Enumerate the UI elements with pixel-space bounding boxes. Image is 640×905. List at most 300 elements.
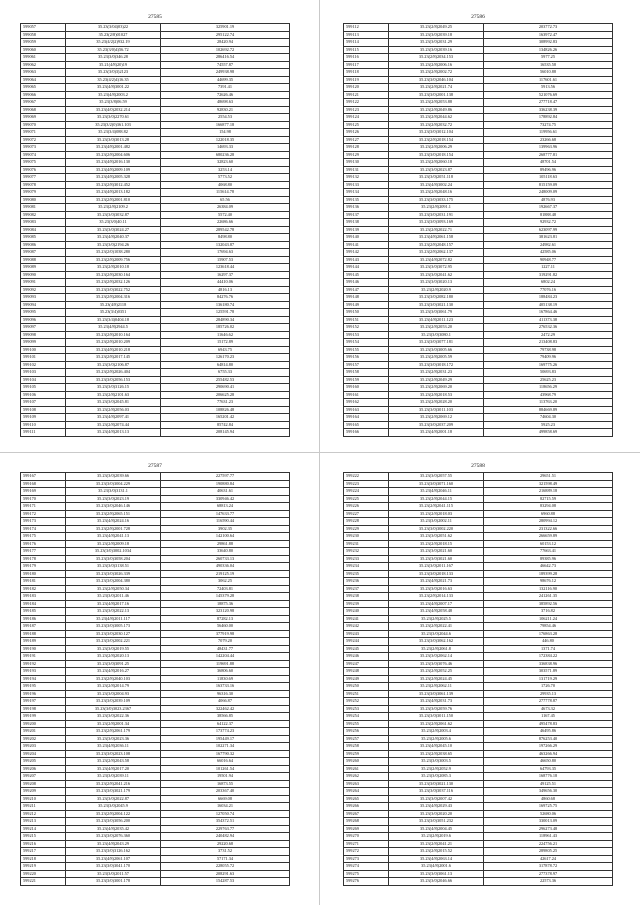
amount-cell: 14693.33	[161, 144, 290, 152]
record-id-cell: 599268	[344, 818, 389, 826]
record-id-cell: 599081	[21, 204, 66, 212]
reference-code-cell: 35.23(3/0)3138.51	[66, 563, 161, 571]
reference-code-cell: 35.23(3/8)06.59	[66, 99, 161, 107]
table-row	[21, 301, 290, 309]
amount-cell: 249938.98	[161, 69, 290, 77]
reference-code-cell: 35.23(4/0)2032.214	[66, 106, 161, 114]
record-id-cell: 599212	[21, 810, 66, 818]
table-row	[21, 129, 290, 137]
table-row	[21, 136, 290, 144]
table-row	[21, 758, 290, 766]
amount-cell: 19501.94	[161, 773, 290, 781]
table-row	[21, 743, 290, 751]
amount-cell: 77663.41	[484, 548, 613, 556]
amount-cell: 28420.94	[161, 39, 290, 47]
amount-cell: 169775.26	[484, 361, 613, 369]
table-row	[21, 870, 290, 878]
record-id-cell: 599136	[344, 204, 389, 212]
record-id-cell: 599127	[344, 136, 389, 144]
table-row	[21, 585, 290, 593]
reference-code-cell: 35.23(3/0)3126.15	[66, 384, 161, 392]
record-id-cell: 599201	[21, 728, 66, 736]
record-id-cell: 599249	[344, 675, 389, 683]
record-id-cell: 599192	[21, 660, 66, 668]
record-id-cell: 599173	[21, 518, 66, 526]
amount-cell: 2554.53	[161, 114, 290, 122]
table-row	[344, 510, 613, 518]
ledger-table	[343, 472, 613, 886]
reference-code-cell: 35.23(4/8)2011.123	[389, 316, 484, 324]
record-id-cell: 599122	[344, 99, 389, 107]
table-row	[344, 540, 613, 548]
amount-cell: 336238.39	[484, 106, 613, 114]
table-row	[344, 301, 613, 309]
table-row	[21, 391, 290, 399]
ledger-body	[344, 24, 613, 437]
amount-cell: 5572.40	[161, 211, 290, 219]
amount-cell: 3062.25	[161, 578, 290, 586]
amount-cell: 119956.61	[484, 129, 613, 137]
table-row	[344, 114, 613, 122]
table-row	[21, 818, 290, 826]
record-id-cell: 599061	[21, 54, 66, 62]
reference-code-cell: 35.23(2/8)3012.452	[66, 181, 161, 189]
amount-cell: 83294.08	[484, 503, 613, 511]
reference-code-cell: 35.23(4/8)2061.158	[389, 234, 484, 242]
record-id-cell: 599114	[344, 39, 389, 47]
record-id-cell: 599272	[344, 848, 389, 856]
reference-code-cell: 35.23(2/8)2050.34	[66, 585, 161, 593]
amount-cell: 147633.77	[161, 510, 290, 518]
amount-cell: 3902.35	[161, 525, 290, 533]
reference-code-cell: 35.23(2/8)2048.157	[389, 241, 484, 249]
record-id-cell: 599200	[21, 720, 66, 728]
reference-code-cell: 35.23(2/8)2026.404	[66, 369, 161, 377]
amount-cell: 142204.44	[161, 653, 290, 661]
amount-cell: 231322.66	[484, 525, 613, 533]
amount-cell: 349656.30	[484, 788, 613, 796]
amount-cell: 290690.41	[161, 384, 290, 392]
reference-code-cell: 35.23(3/0)3013.28	[66, 136, 161, 144]
reference-code-cell: 35.23(3/0)2044.6	[389, 630, 484, 638]
reference-code-cell: 35.23(2/8)2005.59	[389, 354, 484, 362]
reference-code-cell: 35.23(2/8)2014.133	[389, 593, 484, 601]
record-id-cell: 599147	[344, 286, 389, 294]
amount-cell: 405138.19	[484, 301, 613, 309]
reference-code-cell: 35.23(3/0)2022.36	[66, 713, 161, 721]
reference-code-cell: 35.23(3/0)2039.11	[66, 773, 161, 781]
record-id-cell: 599178	[21, 555, 66, 563]
reference-code-cell: 35.23(3/0)2046.104	[389, 76, 484, 84]
amount-cell: 317878.72	[484, 863, 613, 871]
amount-cell: 163733.16	[161, 683, 290, 691]
reference-code-cell: 35.23(3/0)2039.16	[389, 46, 484, 54]
table-row	[344, 69, 613, 77]
record-id-cell: 599078	[21, 181, 66, 189]
table-row	[21, 548, 290, 556]
amount-cell: 167790.32	[161, 750, 290, 758]
reference-code-cell: 35.23(2/8)2062.11	[389, 683, 484, 691]
table-row	[344, 76, 613, 84]
record-id-cell: 599247	[344, 660, 389, 668]
table-row	[21, 399, 290, 407]
record-id-cell: 599255	[344, 720, 389, 728]
table-row	[21, 623, 290, 631]
record-id-cell: 599105	[21, 384, 66, 392]
record-id-cell: 599062	[21, 61, 66, 69]
amount-cell: 142100.64	[161, 533, 290, 541]
table-row	[21, 720, 290, 728]
record-id-cell: 599149	[344, 301, 389, 309]
amount-cell: 43968.79	[484, 391, 613, 399]
record-id-cell: 599179	[21, 563, 66, 571]
amount-cell: 115614.78	[161, 189, 290, 197]
amount-cell: 381623.81	[484, 234, 613, 242]
table-row	[21, 863, 290, 871]
amount-cell: 79854.46	[484, 623, 613, 631]
reference-code-cell: 35.23(2/8)2062.137	[389, 249, 484, 257]
reference-code-cell: 35.23(2/8)2028.20	[389, 399, 484, 407]
amount-cell: 8498.80	[161, 234, 290, 242]
record-id-cell: 599091	[21, 279, 66, 287]
amount-cell: 411373.38	[484, 316, 613, 324]
table-row	[21, 525, 290, 533]
amount-cell: 85742.84	[161, 421, 290, 429]
record-id-cell: 599123	[344, 106, 389, 114]
reference-code-cell: 35.23(3/0)4)56.72	[66, 46, 161, 54]
reference-code-cell: 35.23(4/8)2063.14	[389, 855, 484, 863]
reference-code-cell: 35.23(2/8)2061.8	[389, 645, 484, 653]
record-id-cell: 599209	[21, 788, 66, 796]
amount-cell: 227597.77	[161, 473, 290, 481]
table-row	[344, 473, 613, 481]
table-row	[344, 361, 613, 369]
table-row	[21, 369, 290, 377]
record-id-cell: 599168	[21, 480, 66, 488]
reference-code-cell: 35.23(2/8)2022.71	[389, 226, 484, 234]
amount-cell: 64814.80	[161, 361, 290, 369]
reference-code-cell: 35.23(2/8)2018.03	[389, 510, 484, 518]
record-id-cell: 599222	[344, 473, 389, 481]
reference-code-cell: 35.23(4/8)2046.11	[389, 488, 484, 496]
amount-cell: 29861.88	[161, 540, 290, 548]
table-row	[344, 765, 613, 773]
reference-code-cell: 35.23(2/8)2032.72	[389, 121, 484, 129]
amount-cell: 134826.26	[484, 46, 613, 54]
amount-cell: 266659.89	[484, 533, 613, 541]
table-row	[344, 144, 613, 152]
reference-code-cell: 35.23(2/8)2001.728	[66, 525, 161, 533]
record-id-cell: 599214	[21, 825, 66, 833]
amount-cell: 178892.84	[484, 114, 613, 122]
record-id-cell: 599261	[344, 765, 389, 773]
record-id-cell: 599240	[344, 608, 389, 616]
amount-cell: 29935.13	[484, 690, 613, 698]
reference-code-cell: 35.23(3/0)3061.13	[389, 870, 484, 878]
amount-cell: 68813.24	[161, 503, 290, 511]
reference-code-cell: 35.23(2/0)1038.280	[66, 249, 161, 257]
table-row	[344, 346, 613, 354]
ledger-body	[344, 473, 613, 886]
amount-cell: 208145.94	[161, 429, 290, 437]
table-row	[21, 735, 290, 743]
record-id-cell: 599213	[21, 818, 66, 826]
record-id-cell: 599237	[344, 585, 389, 593]
reference-code-cell: 35.23(3/4)0404.18	[66, 316, 161, 324]
record-id-cell: 599150	[344, 309, 389, 317]
amount-cell: 173774.23	[161, 728, 290, 736]
record-id-cell: 599163	[344, 406, 389, 414]
amount-cell: 33640.80	[161, 548, 290, 556]
table-row	[21, 855, 290, 863]
table-row	[344, 106, 613, 114]
table-row	[344, 219, 613, 227]
table-row	[21, 144, 290, 152]
record-id-cell: 599057	[21, 24, 66, 32]
page-top-right	[343, 14, 613, 437]
table-row	[344, 555, 613, 563]
reference-code-cell: 35.23(3/0)2045.81	[66, 399, 161, 407]
amount-cell: 42617.24	[484, 855, 613, 863]
amount-cell: 77076.16	[484, 286, 613, 294]
reference-code-cell: 35.23(2/8)2065.151	[66, 510, 161, 518]
table-row	[344, 159, 613, 167]
reference-code-cell: 35.23(2/8)2048.16	[389, 189, 484, 197]
amount-cell: 4876.93	[484, 196, 613, 204]
record-id-cell: 599128	[344, 144, 389, 152]
amount-cell: 268777.81	[484, 151, 613, 159]
record-id-cell: 599220	[21, 870, 66, 878]
table-row	[21, 234, 290, 242]
reference-code-cell: 35.23(4/8)2043.29	[66, 840, 161, 848]
table-row	[344, 593, 613, 601]
record-id-cell: 599257	[344, 735, 389, 743]
table-row	[344, 833, 613, 841]
record-id-cell: 599164	[344, 414, 389, 422]
record-id-cell: 599208	[21, 780, 66, 788]
amount-cell: 11830.69	[161, 675, 290, 683]
reference-code-cell: 35.23(3/0)3005.66	[389, 346, 484, 354]
amount-cell: 79409.96	[484, 354, 613, 362]
table-row	[344, 54, 613, 62]
record-id-cell: 599271	[344, 840, 389, 848]
record-id-cell: 599203	[21, 743, 66, 751]
table-row	[344, 414, 613, 422]
record-id-cell: 599243	[344, 630, 389, 638]
table-row	[344, 495, 613, 503]
reference-code-cell: 35.23(3/0)2030.127	[66, 630, 161, 638]
reference-code-cell: 35.23(2/8)2074.44	[66, 421, 161, 429]
amount-cell: 1726.70	[484, 683, 613, 691]
reference-code-cell: 35.23(3/0)3080.1	[389, 331, 484, 339]
amount-cell: 197266.29	[484, 743, 613, 751]
amount-cell: 303571.89	[484, 668, 613, 676]
amount-cell: 185726.02	[161, 324, 290, 332]
table-row	[344, 518, 613, 526]
record-id-cell: 599269	[344, 825, 389, 833]
table-row	[344, 668, 613, 676]
amount-cell: 23266.68	[484, 136, 613, 144]
record-id-cell: 599264	[344, 788, 389, 796]
record-id-cell: 599248	[344, 668, 389, 676]
reference-code-cell: 35.23(3/0)3004.229	[66, 480, 161, 488]
record-id-cell: 599217	[21, 848, 66, 856]
table-row	[21, 503, 290, 511]
amount-cell: 168776.18	[484, 773, 613, 781]
record-id-cell: 599102	[21, 361, 66, 369]
reference-code-cell: 35.23(4/8)2001.18	[389, 429, 484, 437]
reference-code-cell: 35.23(3/0)3020.13	[389, 279, 484, 287]
amount-cell: 1167.45	[484, 713, 613, 721]
table-row	[21, 339, 290, 347]
reference-code-cell: 35.23(2/8)2010.209	[66, 339, 161, 347]
table-row	[21, 833, 290, 841]
reference-code-cell: 35.23(3/0)3005.173	[66, 623, 161, 631]
table-row	[344, 316, 613, 324]
table-row	[21, 788, 290, 796]
reference-code-cell: 35.23(4/8)2005.328	[66, 174, 161, 182]
table-row	[21, 615, 290, 623]
amount-cell: 3716.82	[484, 608, 613, 616]
reference-code-cell: 35.23(2/8)2025.5	[389, 615, 484, 623]
reference-code-cell: 35.23(4/8)2035.42	[66, 825, 161, 833]
amount-cell: 48698.63	[161, 99, 290, 107]
record-id-cell: 599134	[344, 189, 389, 197]
amount-cell: 213408.83	[484, 339, 613, 347]
reference-code-cell: 35.23(3/0)3041.170	[66, 863, 161, 871]
reference-code-cell: 35.23(2/8)2049.29	[389, 376, 484, 384]
table-row	[21, 189, 290, 197]
table-row	[21, 91, 290, 99]
record-id-cell: 599090	[21, 271, 66, 279]
table-row	[21, 653, 290, 661]
page-top-left	[20, 14, 290, 437]
amount-cell: 125591.78	[161, 309, 290, 317]
amount-cell: 6802.24	[484, 279, 613, 287]
reference-code-cell: 35.23(2/8)2049.86	[389, 106, 484, 114]
reference-code-cell: 35.23(3/0)3)2123	[66, 69, 161, 77]
reference-code-cell: 35.23(4/8)2944.5	[66, 324, 161, 332]
reference-code-cell: 35.23(2/8)2018.53	[389, 391, 484, 399]
table-row	[344, 211, 613, 219]
reference-code-cell: 35.23(2/8)2010.164	[66, 331, 161, 339]
record-id-cell: 599131	[344, 166, 389, 174]
record-id-cell: 599229	[344, 525, 389, 533]
amount-cell: 57171.34	[161, 855, 290, 863]
amount-cell: 521076.69	[484, 91, 613, 99]
amount-cell: 16535.58	[484, 61, 613, 69]
reference-code-cell: 35.23(4/8)2029.43	[389, 803, 484, 811]
table-row	[21, 578, 290, 586]
reference-code-cell: 35.23(3/0)2039.66	[66, 473, 161, 481]
table-row	[21, 256, 290, 264]
record-id-cell: 599232	[344, 548, 389, 556]
table-row	[21, 46, 290, 54]
record-id-cell: 599129	[344, 151, 389, 159]
record-id-cell: 599145	[344, 271, 389, 279]
ledger-body	[21, 24, 290, 437]
table-row	[344, 675, 613, 683]
amount-cell: 176863.28	[484, 630, 613, 638]
record-id-cell: 599258	[344, 743, 389, 751]
reference-code-cell: 35.23(4/2)4)16.35	[66, 76, 161, 84]
table-row	[21, 713, 290, 721]
reference-code-cell: 35.23(3/0)3072.95	[389, 264, 484, 272]
record-id-cell: 599189	[21, 638, 66, 646]
reference-code-cell: 35.23(3/0)2023.108	[66, 750, 161, 758]
table-row	[21, 690, 290, 698]
record-id-cell: 599125	[344, 121, 389, 129]
table-row	[344, 84, 613, 92]
reference-code-cell: 35.23(2/8)2024.45	[389, 675, 484, 683]
amount-cell: 189399.28	[484, 570, 613, 578]
table-row	[344, 615, 613, 623]
amount-cell: 4816.13	[161, 286, 290, 294]
amount-cell: 4860.68	[484, 795, 613, 803]
record-id-cell: 599273	[344, 855, 389, 863]
amount-cell: 74604.30	[484, 414, 613, 422]
amount-cell: 15907.53	[161, 256, 290, 264]
reference-code-cell: 35.23(2/8)2049.25	[389, 24, 484, 32]
reference-code-cell: 35.23(4/8)2024.16	[66, 518, 161, 526]
record-id-cell: 599106	[21, 391, 66, 399]
table-row	[344, 810, 613, 818]
record-id-cell: 599060	[21, 46, 66, 54]
reference-code-cell: 35.23(4/8)2040.37	[66, 234, 161, 242]
table-row	[344, 39, 613, 47]
table-row	[21, 773, 290, 781]
table-row	[344, 638, 613, 646]
record-id-cell: 599191	[21, 653, 66, 661]
reference-code-cell: 35.23(2/8)2015.52	[389, 848, 484, 856]
reference-code-cell: 35.23(3/0)3021.130	[389, 301, 484, 309]
amount-cell: 122018.35	[161, 136, 290, 144]
reference-code-cell: 35.23(2/8)2004.122	[66, 810, 161, 818]
record-id-cell: 599063	[21, 69, 66, 77]
table-row	[21, 593, 290, 601]
record-id-cell: 599161	[344, 391, 389, 399]
record-id-cell: 599267	[344, 810, 389, 818]
amount-cell: 40631.61	[161, 488, 290, 496]
record-id-cell: 599233	[344, 555, 389, 563]
record-id-cell: 599193	[21, 668, 66, 676]
amount-cell: 490336.04	[161, 563, 290, 571]
record-id-cell: 599113	[344, 31, 389, 39]
amount-cell: 127050.74	[161, 810, 290, 818]
record-id-cell: 599116	[344, 54, 389, 62]
amount-cell: 44699.35	[161, 76, 290, 84]
amount-cell: 16034.21	[161, 803, 290, 811]
record-id-cell: 599275	[344, 870, 389, 878]
reference-code-cell: 35.23(4/8)2013.182	[66, 189, 161, 197]
table-row	[21, 99, 290, 107]
record-id-cell: 599075	[21, 159, 66, 167]
table-row	[344, 31, 613, 39]
record-id-cell: 599094	[21, 301, 66, 309]
amount-cell: 2472.29	[484, 331, 613, 339]
record-id-cell: 599083	[21, 219, 66, 227]
record-id-cell: 599194	[21, 675, 66, 683]
reference-code-cell: 35.23(4/8)2021.73	[389, 578, 484, 586]
reference-code-cell: 35.23(3/0)3032.87	[66, 211, 161, 219]
reference-code-cell: 35.23(2/8)2069.12	[389, 414, 484, 422]
table-row	[344, 406, 613, 414]
amount-cell: 22573.36	[484, 878, 613, 886]
reference-code-cell: 35.23(2/8)2056.03	[66, 406, 161, 414]
amount-cell: 277718.47	[484, 99, 613, 107]
amount-cell: 3253.14	[161, 166, 290, 174]
table-row	[21, 510, 290, 518]
